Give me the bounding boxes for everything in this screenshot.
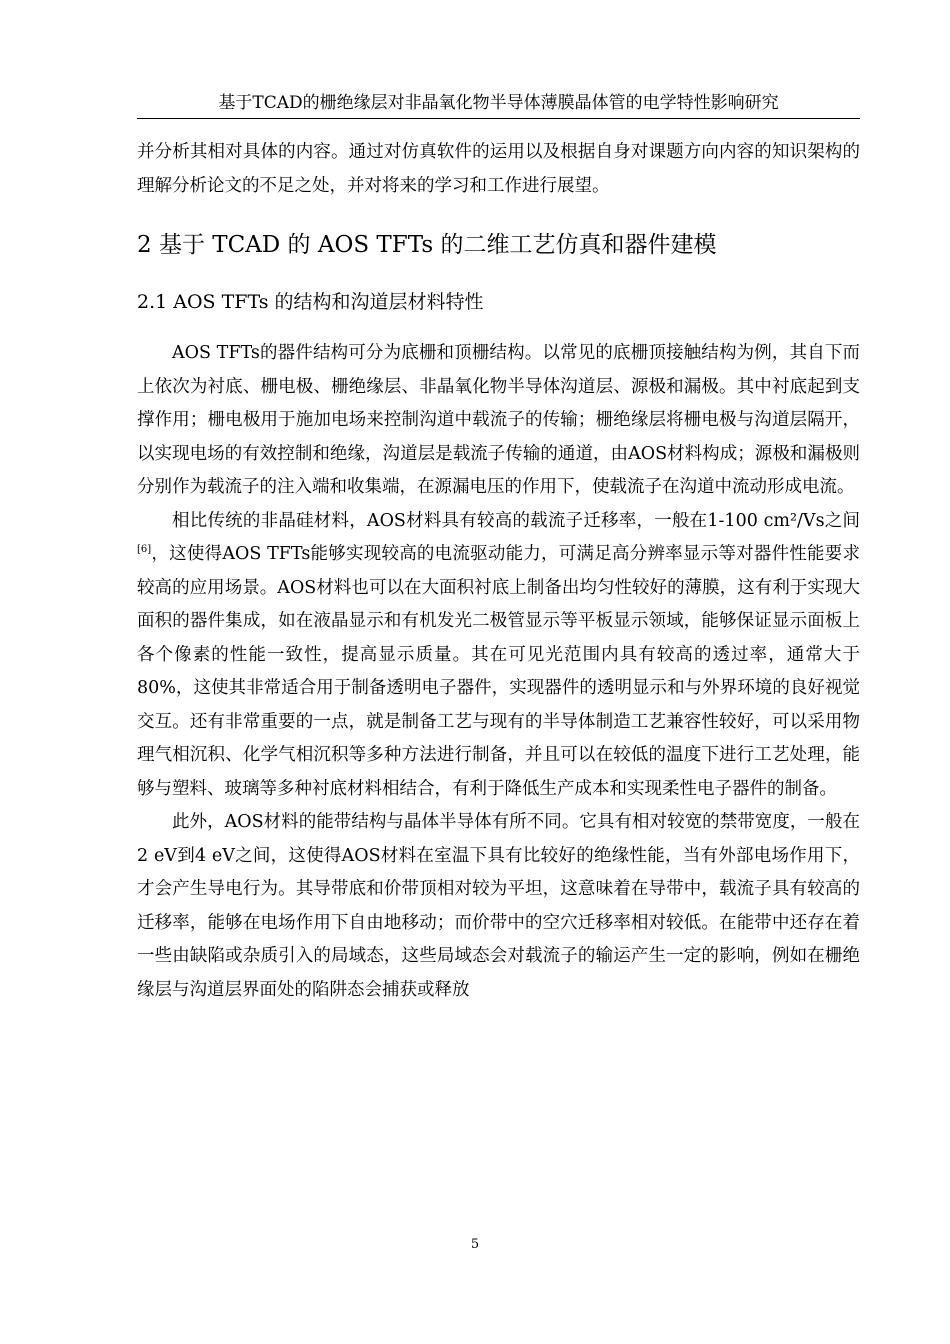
- paragraph-material-advantages: [137, 505, 860, 807]
- page-number: 5: [470, 1237, 480, 1252]
- paragraph-text: 相比传统的非晶硅材料，AOS材料具有较高的载流子迁移率，一般在1-100 cm²/Vs之间: [172, 510, 860, 531]
- page-body: [137, 136, 860, 1007]
- paragraph-device-structure: AOS TFTs的器件结构可分为底栅和顶栅结构。以常见的底栅顶接触结构为例，其自下而上依次为衬底、栅电极、栅绝缘层、非晶氧化物半导体沟道层、源极和漏极。其中衬底起到支撑作用；栅电极用于施加电场来控制沟道中载流子的传输；栅绝缘层将栅电极与沟道层隔开，以实现电场的有效控制和绝缘，沟道层是载流子传输的通道，由AOS材料构成；源极和漏极则分别作为载流子的注入端和收集端，在源漏电压的作用下，使载流子在沟道中流动形成电流。: [137, 343, 860, 497]
- citation-marker: [6]: [137, 544, 152, 556]
- paragraph-text: ，这使得AOS TFTs能够实现较高的电流驱动能力，可满足高分辨率显示等对器件性能要求较高的应用场景。AOS材料也可以在大面积衬底上制备出均匀性较好的薄膜，这有利于实现大面积的器件集成，如在液晶显示和有机发光二极管显示等平板显示领域，能够保证显示面板上各个像素的性能一致性，提高显示质量。其在可见光范围内具有较高的透过率，通常大于80%，这使其非常适合用于制备透明电子器件，实现器件的透明显示和与外界环境的良好视觉交互。还有非常重要的一点，就是制备工艺与现有的半导体制造工艺兼容性较好，可以采用物理气相沉积、化学气相沉积等多种方法进行制备，并且可以在较低的温度下进行工艺处理，能够与塑料、玻璃等多种衬底材料相结合，有利于降低生产成本和实现柔性电子器件的制备。: [137, 544, 860, 799]
- section-heading: 2.1 AOS TFTs 的结构和沟道层材料特性: [137, 291, 484, 313]
- intro-tail-paragraph: 并分析其相对具体的内容。通过对仿真软件的运用以及根据自身对课题方向内容的知识架构的理解分析论文的不足之处，并对将来的学习和工作进行展望。: [137, 142, 860, 196]
- paragraph-band-structure: 此外，AOS材料的能带结构与晶体半导体有所不同。它具有相对较宽的禁带宽度，一般在2 eV到4 eV之间，这使得AOS材料在室温下具有比较好的绝缘性能，当有外部电场作用下，才会产生导电行为。其导带底和价带顶相对较为平坦，这意味着在导带中，载流子具有较高的迁移率，能够在电场作用下自由地移动；而价带中的空穴迁移率相对较低。在能带中还存在着一些由缺陷或杂质引入的局域态，这些局域态会对载流子的输运产生一定的影响，例如在栅绝缘层与沟道层界面处的陷阱态会捕获或释放: [137, 812, 860, 1000]
- header-rule: [137, 118, 860, 119]
- running-header: 基于TCAD的栅绝缘层对非晶氧化物半导体薄膜晶体管的电学特性影响研究: [218, 93, 779, 113]
- chapter-heading: 2 基于 TCAD 的 AOS TFTs 的二维工艺仿真和器件建模: [137, 232, 717, 258]
